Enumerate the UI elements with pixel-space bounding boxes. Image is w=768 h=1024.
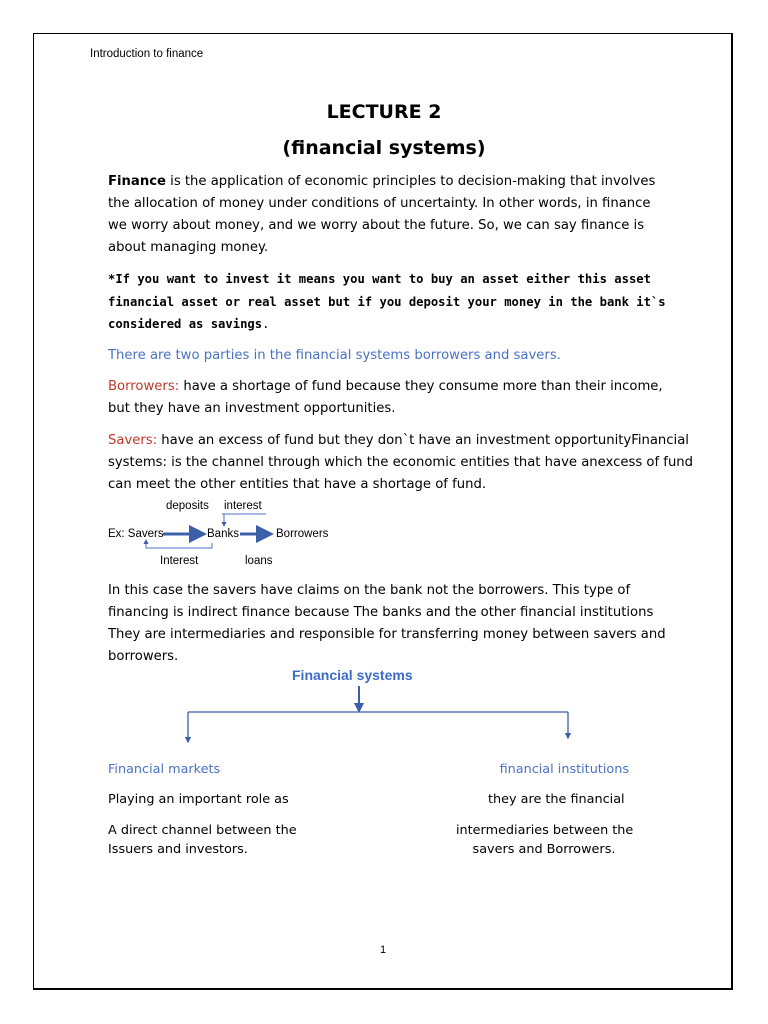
- borrowers-node-label: Borrowers: [276, 528, 329, 540]
- systems-tree-lines: [188, 686, 568, 742]
- financial-institutions-heading: financial institutions: [499, 762, 629, 777]
- savers-paragraph: Savers: have an excess of fund but they don`t have an investment opportunityFinancial systems: is the channel through which the economic entities that have anexcess of fund can meet the other entities that have a shortage of fund.: [108, 433, 694, 492]
- financial-systems-title: Financial systems: [292, 667, 413, 683]
- banks-label: Banks: [207, 528, 239, 540]
- interest-bottom-label: Interest: [160, 555, 199, 567]
- ex-savers-label: Ex: Savers: [108, 528, 164, 540]
- interest-savers-arrow: [146, 540, 212, 548]
- borrowers-paragraph: Borrowers: have a shortage of fund because they consume more than their income, but they have an investment opportunities.: [108, 379, 663, 416]
- interest-top-label: interest: [224, 500, 262, 512]
- lecture-subtitle: (financial systems): [282, 137, 486, 159]
- institutions-role-line: they are the financial: [488, 792, 625, 807]
- loans-label: loans: [245, 555, 273, 567]
- invest-note: *If you want to invest it means you want to buy an asset either this asset financial asset or real asset but if you deposit your money in the bank it`s considered as savings.: [108, 272, 666, 331]
- deposits-label: deposits: [166, 500, 209, 512]
- borrowers-label: Borrowers:: [108, 379, 180, 394]
- finance-term: Finance: [108, 174, 166, 189]
- interest-return-arrow: [222, 514, 266, 526]
- institutions-description: intermediaries between the savers and Borrowers.: [456, 823, 634, 857]
- page-number: 1: [380, 944, 387, 956]
- parties-line: There are two parties in the financial systems borrowers and savers.: [108, 348, 561, 363]
- indirect-finance-paragraph: In this case the savers have claims on the bank not the borrowers. This type of financing is indirect finance because The banks and the other financial institutions They are intermediaries and responsible for transferring money between savers and borrowers.: [108, 583, 666, 664]
- intro-paragraph: Finance is the application of economic principles to decision-making that involves the allocation of money under conditions of uncertainty. In other words, in finance we worry about money, and we worry about the future. So, we can say finance is about managing money.: [108, 174, 656, 255]
- markets-description: A direct channel between the Issuers and investors.: [108, 823, 297, 857]
- running-header: Introduction to finance: [90, 48, 204, 60]
- savers-label: Savers:: [108, 433, 158, 448]
- lecture-title: LECTURE 2: [326, 101, 442, 123]
- markets-role-line: Playing an important role as: [108, 792, 289, 807]
- financial-markets-heading: Financial markets: [108, 762, 221, 777]
